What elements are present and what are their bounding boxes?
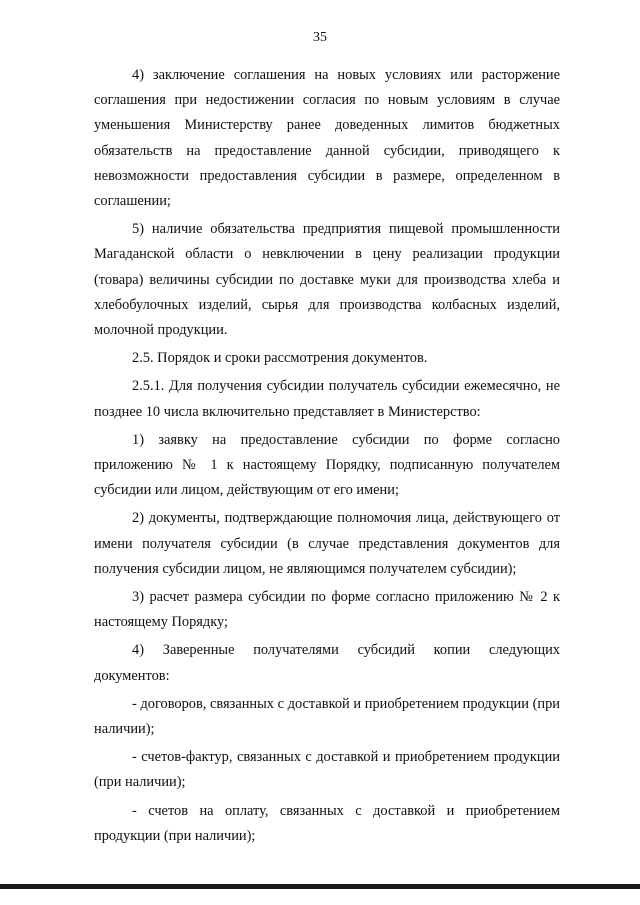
paragraph-section-2-5: 2.5. Порядок и сроки рассмотрения документов. [132, 350, 428, 367]
paragraph-item-5-obligation: 5) наличие обязательства предприятия пищевой промышленности Магаданской области о невключении в цену реализации продукции (товара) величины субсидии по доставке муки для производства хлеба и хлебобулочных изделий, сырья для производства колбасных изделий, молочной продукции. [94, 221, 560, 339]
document-body [94, 63, 560, 852]
list-item-invoices: - счетов-фактур, связанных с доставкой и приобретением продукции (при наличии); [94, 749, 560, 791]
paragraph-item-4-agreement: 4) заключение соглашения на новых условиях или расторжение соглашения при недостижении согласия по новым условиям в случае уменьшения Министерству ранее доведенных лимитов бюджетных обязательств на предоставление данной субсидии, приводящего к невозможности предоставления субсидии в размере, определенном в соглашении; [94, 67, 560, 210]
paragraph-item-4-certified-copies: 4) Заверенные получателями субсидий копии следующих документов: [94, 642, 560, 684]
list-item-contracts: - договоров, связанных с доставкой и приобретением продукции (при наличии); [94, 695, 560, 738]
page-bottom-rule [0, 884, 640, 889]
page-number: 35 [313, 30, 327, 45]
paragraph-item-2-authority-documents: 2) документы, подтверждающие полномочия лица, действующего от имени получателя субсидии (в случае представления документов для получения субсидии лицом, не являющимся получателем субсидии); [94, 510, 560, 577]
paragraph-section-2-5-1: 2.5.1. Для получения субсидии получатель субсидии ежемесячно, не позднее 10 числа включительно представляет в Министерство: [94, 378, 560, 420]
list-item-payment-bills: - счетов на оплату, связанных с доставкой и приобретением продукции (при наличии); [94, 802, 560, 844]
paragraph-item-3-calculation: 3) расчет размера субсидии по форме согласно приложению № 2 к настоящему Порядку; [94, 589, 560, 631]
paragraph-item-1-application: 1) заявку на предоставление субсидии по форме согласно приложению № 1 к настоящему Порядку, подписанную получателем субсидии или лицом, действующим от его имени; [94, 431, 560, 499]
